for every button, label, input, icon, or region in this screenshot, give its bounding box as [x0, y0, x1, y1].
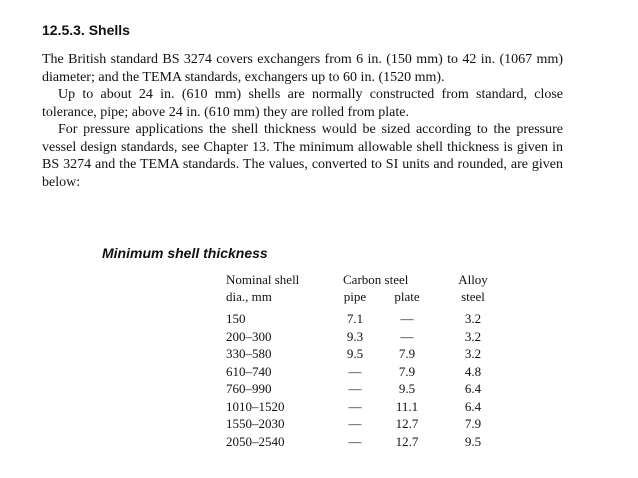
cell-alloy: 3.2	[464, 346, 482, 361]
cell-alloy: 6.4	[464, 381, 482, 396]
cell-plate: 7.9	[398, 346, 416, 361]
cell-pipe: —	[348, 363, 362, 379]
table-row	[222, 399, 522, 415]
table-row	[222, 434, 522, 450]
cell-diameter: 200–300	[226, 328, 272, 344]
table-row	[222, 381, 522, 397]
cell-plate: 7.9	[398, 363, 416, 379]
table-row	[222, 364, 522, 380]
cell-alloy: 3.2	[464, 311, 482, 326]
cell-plate: 12.7	[395, 433, 419, 449]
cell-diameter: 1550–2030	[226, 416, 285, 431]
header-alloy: Alloy	[458, 272, 488, 287]
table-title: Minimum shell thickness	[102, 245, 268, 261]
paragraph-2: Up to about 24 in. (610 mm) shells are normally constructed from standard, close tolerance, pipe; above 24 in. (610 mm) they are rolled from plate.	[42, 87, 563, 120]
table-row	[222, 311, 522, 327]
cell-pipe: —	[348, 381, 362, 396]
cell-alloy: 3.2	[464, 328, 482, 344]
cell-diameter: 2050–2540	[226, 433, 285, 449]
header-nominal-line2: dia., mm	[226, 289, 272, 304]
paragraph-1: The British standard BS 3274 covers exchangers from 6 in. (150 mm) to 42 in. (1067 mm) diameter; and the TEMA standards, exchangers up to 60 in. (1520 mm).	[42, 52, 563, 85]
cell-plate: —	[400, 311, 414, 326]
table-row	[222, 329, 522, 345]
header-carbon-steel: Carbon steel	[343, 272, 409, 287]
cell-pipe: —	[348, 398, 362, 414]
cell-alloy: 4.8	[464, 363, 482, 379]
cell-diameter: 760–990	[226, 381, 272, 396]
cell-diameter: 150	[226, 311, 246, 326]
header-steel: steel	[461, 289, 485, 304]
header-pipe: pipe	[343, 289, 367, 304]
cell-diameter: 330–580	[226, 346, 272, 361]
paragraph-3: For pressure applications the shell thickness would be sized according to the pressure vessel design standards, see Chapter 13. The minimum allowable shell thickness is given in BS 3274 and the TEMA standards. The values, converted to SI units and rounded, are given below:	[42, 122, 563, 190]
table-row	[222, 346, 522, 362]
table-row	[222, 416, 522, 432]
cell-pipe: 7.1	[346, 311, 364, 326]
cell-pipe: 9.3	[346, 328, 364, 344]
cell-pipe: —	[348, 416, 362, 431]
cell-alloy: 9.5	[464, 433, 482, 449]
cell-plate: 12.7	[395, 416, 419, 431]
cell-plate: 11.1	[395, 398, 419, 414]
section-heading: 12.5.3. Shells	[42, 22, 130, 38]
cell-plate: 9.5	[398, 381, 416, 396]
cell-pipe: —	[348, 433, 362, 449]
cell-pipe: 9.5	[346, 346, 364, 361]
cell-diameter: 1010–1520	[226, 398, 285, 414]
cell-diameter: 610–740	[226, 363, 272, 379]
header-nominal-line1: Nominal shell	[226, 272, 300, 287]
cell-plate: —	[400, 328, 414, 344]
cell-alloy: 6.4	[464, 398, 482, 414]
header-plate: plate	[394, 289, 420, 304]
cell-alloy: 7.9	[464, 416, 482, 431]
